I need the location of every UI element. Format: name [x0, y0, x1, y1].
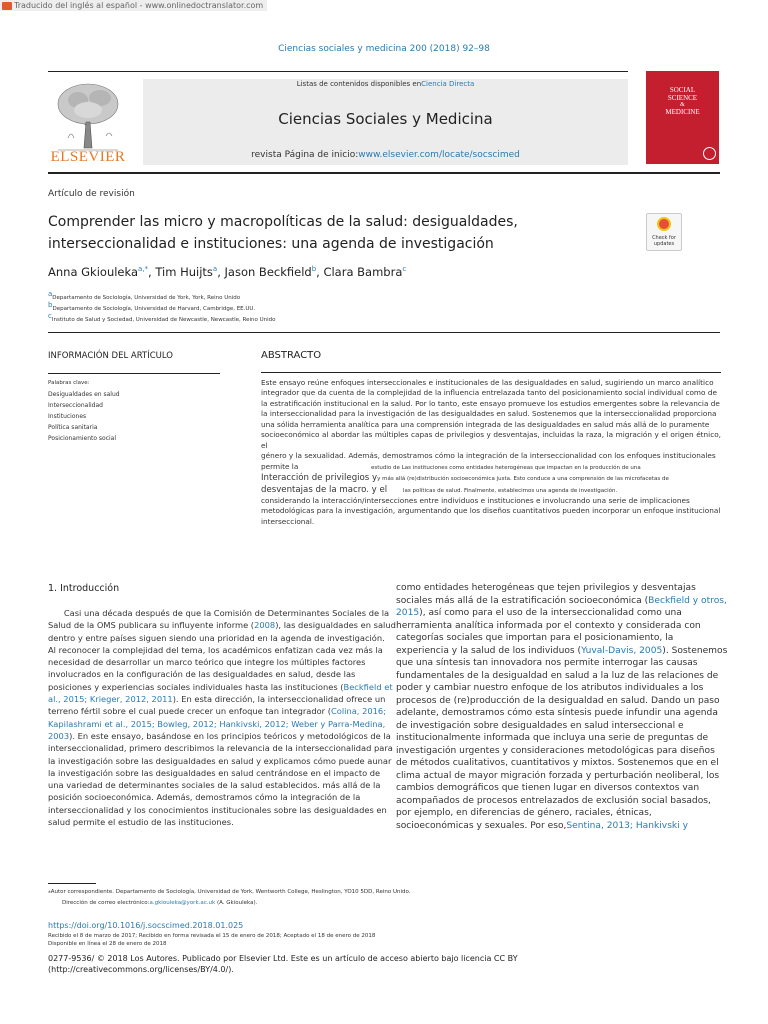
body-line: como entidades heterogéneas que tejen privilegios y desventajas: [396, 583, 696, 593]
check-for-updates-button[interactable]: Check for updates: [646, 213, 682, 251]
contents-line: Listas de contenidos disponibles enCiencia Directa: [296, 80, 475, 88]
body-line: terreno fértil sobre el cual puede crecer un enfoque tan integrador (Colina, 2016;: [48, 706, 386, 717]
keywords-label: Palabras clave:: [48, 380, 90, 386]
body-line: necesidad de desarrollar un marco teórico que integre los múltiples factores: [48, 657, 366, 668]
body-line: una variedad de determinantes sociales de la salud establecidos. más allá de la: [48, 780, 381, 791]
journal-title: Ciencias Sociales y Medicina: [278, 110, 493, 128]
journal-reference[interactable]: Ciencias sociales y medicina 200 (2018) 92–98: [278, 44, 490, 54]
citation-link[interactable]: al., 2015; Krieger, 2012, 2011: [48, 694, 173, 705]
body-line: que una síntesis tan innovadora nos permite interrogar las causas: [396, 658, 698, 668]
body-column-right: [396, 582, 728, 832]
body-line: al., 2015; Krieger, 2012, 2011). En esta dirección, la interseccionalidad ofrece un: [48, 694, 386, 705]
body-line: [48, 718, 386, 730]
body-line: investigación urgentes y consideraciones metodológicas para diseños: [396, 745, 715, 756]
body-line: interseccionalidad, primero describimos la relevancia de la interseccionalidad para: [48, 743, 393, 754]
cover-amp: &: [680, 102, 685, 108]
cover-line-3: MEDICINE: [665, 108, 700, 116]
translator-bar[interactable]: [0, 0, 267, 11]
body-line: Al reconocer la complejidad del tema, los académicos enfatizan cada vez más la: [48, 644, 383, 655]
check-updates-icon: [657, 217, 671, 231]
section-heading-introduction: 1. Introducción: [48, 583, 120, 594]
body-line: Casi una década después de que la Comisión de Determinantes Sociales de la: [48, 608, 390, 618]
citation-link[interactable]: Beckfield y otros,: [648, 595, 727, 606]
abstract-rule: [261, 372, 721, 373]
body-line: involucrados en la configuración de las desigualdades en salud, desde las: [48, 669, 356, 680]
cover-line-2: SCIENCE: [667, 94, 698, 102]
body-line: categorías sociales que importan para el posicionamiento, la: [396, 633, 674, 643]
body-line: cambios demográficos que tienen lugar en diversos contextos van: [396, 783, 700, 793]
body-line: dentro y entre países siguen siendo una prioridad en la agenda de investigación.: [48, 632, 385, 643]
doi-link[interactable]: https://doi.org/10.1016/j.socscimed.2018.01.025: [48, 921, 244, 930]
citation-link[interactable]: Colina, 2016;: [330, 706, 386, 717]
body-line: herramienta analítica informada por el contexto y considerada con: [396, 620, 701, 631]
citation-link[interactable]: Sentina, 2013; Hankivski y: [566, 820, 688, 831]
citation-link[interactable]: Yuval-Davis, 2005: [581, 645, 663, 656]
cover-seal-icon: [703, 147, 716, 160]
body-line: de métodos cualitativos, cuantitativos y mixtos. Sostenemos que en el: [396, 758, 719, 768]
affiliation-a: $^a$Departamento de Sociología, Universidad de York, York, Reino Unido: [48, 290, 241, 301]
body-line: salud permite el estudio de las instituciones.: [48, 817, 234, 828]
author-2-affil[interactable]: a: [212, 265, 218, 274]
citation-link[interactable]: Kapilashrami et al., 2015; Bowleg, 2012; Hankivski, 2012; Weber y Parra-Medina,: [48, 718, 386, 729]
body-line: 2015), así como para el uso de la interseccionalidad como una: [396, 608, 682, 618]
section-rule: [48, 332, 720, 333]
translator-text: Traducido del inglés al español - www.onlinedoctranslator.com: [14, 1, 264, 10]
body-line: la investigación sobre las desigualdades en salud centrándose en el impacto de: [48, 767, 381, 778]
article-type: Artículo de revisión: [48, 189, 135, 199]
body-line: institucionalmente informada que incluya una serie de preguntas de: [396, 733, 709, 743]
body-line: posición socioeconómica. Además, demostramos cómo la integración de la: [48, 792, 361, 803]
citation-link[interactable]: 2003: [48, 730, 70, 741]
keyword: Instituciones: [48, 413, 87, 420]
abstract-heading: ABSTRACTO: [261, 350, 322, 361]
copyright-notice: 0277-9536/ © 2018 Los Autores. Publicado por Elsevier Ltd. Este es un artículo de acceso abierto bajo licencia CC BY (http://creativecommons.org/licenses/BY/4.0/).: [48, 954, 518, 974]
email-link[interactable]: a.gkiouleka@york.ac.uk: [149, 900, 216, 906]
keyword: Interseccionalidad: [48, 402, 103, 409]
body-line: socioeconómicas y sexuales. Por eso,Sentina, 2013; Hankivski y: [396, 820, 688, 831]
elsevier-wordmark: ELSEVIER: [50, 149, 126, 165]
journal-cover[interactable]: [646, 71, 719, 164]
header-rule-top: [48, 71, 628, 72]
article-info-heading: INFORMACIÓN DEL ARTÍCULO: [48, 351, 173, 361]
author-4-affil[interactable]: c: [402, 265, 407, 274]
abstract-text: Este ensayo reúne enfoques interseccionales e institucionales de las desigualdades en salud, sugiriendo un marco analítico integrador que da cuenta de la complejidad de la influencia entrelazada tanto del posicionamiento social individual como de la estratificación institucional en la salud. Por lo tanto, este ensayo promueve los estudios emergentes sobre la relevancia de la interseccionalidad para la investigación de las desigualdades en salud. Sostenemos que la interseccionalidad proporciona una sólida herramienta analítica para una comprensión integrada de las desigualdades en salud más allá de lo puramente socioeconómico al abordar las múltiples capas de privilegios y desventajas, incluidas la raza, la migración y el origen étnico, el género y la sexualidad. Además, demostramos cómo la integración de la interseccionalidad con los enfoques institucionales permite la estudio de Las instituciones como entidades heterogéneas que impactan en la producción de una Interacción de privilegios yy más allá (re)distribución socioeconómica justa. Esto conduce a una comprensión de las microfacetas de desventajas de la macro. y el las políticas de salud. Finalmente, establecimos una agenda de investigación. considerando la interacción/intersecciones entre individuos e instituciones e involucrando una serie de implicaciones metodológicas para la investigación, argumentando que los diseños cuantitativos pueden incorporar un enfoque institucional interseccional.: [261, 378, 721, 526]
cover-line-1: SOCIAL: [669, 86, 696, 94]
author-1-affil[interactable]: a,*: [138, 265, 149, 274]
translator-icon: [2, 2, 12, 10]
citation-link[interactable]: 2008: [254, 620, 276, 631]
body-line: experiencia y la salud de los individuos (Yuval-Davis, 2005). Sostenemos: [396, 645, 728, 656]
footnote-corresponding: ⁎Autor correspondiente. Departamento de Sociología, Universidad de York, Wentworth College, Heslington, YO10 5DD, Reino Unido.: [48, 889, 411, 895]
homepage-line: revista Página de inicio:www.elsevier.com/locate/socscimed: [251, 150, 520, 160]
sciencedirect-link[interactable]: Ciencia Directa: [421, 80, 475, 88]
body-line: posiciones y experiencias sociales individuales hasta las instituciones (Beckfield et: [48, 681, 393, 692]
author-list: Anna Gkiouleka$^{a,*}$, Tim Huijts$^a$, Jason Beckfield$^b$, Clara Bambra$^c$: [48, 265, 407, 279]
body-line: fundamentales de la desigualdad en salud a la luz de las relaciones de: [396, 670, 719, 681]
keyword: Posicionamiento social: [48, 435, 117, 442]
header-rule-bottom: [48, 172, 720, 174]
keyword: Política sanitaria: [48, 424, 98, 431]
footnote-email: Dirección de correo electrónico:a.gkiouleka@york.ac.uk (A. Gkiouleka).: [62, 900, 258, 906]
body-line: de investigación sobre desigualdades en salud interseccional e: [396, 720, 684, 731]
body-line: por ejemplo, en diferencias de género, raciales, étnicas,: [396, 808, 652, 818]
citation-link[interactable]: Beckfield et: [343, 681, 393, 692]
body-line: Salud de la OMS publicara su influyente informe (2008), las desigualdades en salud: [48, 620, 396, 631]
footnote-rule: [48, 883, 96, 884]
body-line: procesos de (re)producción de la desigualdad en salud. Dando un paso: [396, 695, 720, 706]
info-rule: [48, 373, 220, 374]
citation-link[interactable]: 2015: [396, 608, 420, 618]
homepage-link[interactable]: www.elsevier.com/locate/socscimed: [358, 150, 520, 160]
body-line: 2003). En este ensayo, basándose en los principios teóricos y metodológicos de la: [48, 730, 391, 741]
body-line: adelante, demostramos cómo esta síntesis puede infundir una agenda: [396, 708, 718, 718]
article-title: Comprender las micro y macropolíticas de la salud: desigualdades, interseccionalidad e instituciones: una agenda de investigación: [48, 214, 518, 252]
affiliation-b: $^b$Departamento de Sociología, Universidad de Harvard, Cambridge, EE.UU.: [48, 301, 256, 312]
received-dates: Recibido el 8 de marzo de 2017; Recibido en forma revisada el 15 de enero de 2018; Aceptado el 18 de enero de 2018 Disponible en línea el 28 de enero de 2018: [48, 933, 376, 947]
body-line: clima actual de mayor migración forzada y perturbación neoliberal, los: [396, 770, 720, 781]
body-line: acompañados de procesos entrelazados de exclusión social basados,: [396, 795, 711, 806]
author-3-affil[interactable]: b: [311, 265, 317, 274]
body-line: la investigación sobre las desigualdades en salud y explicamos cómo puede aunar: [48, 755, 392, 766]
affiliation-c: $^c$Instituto de Salud y Sociedad, Universidad de Newcastle, Newcastle, Reino Unido: [48, 312, 276, 323]
body-line: sociales más allá de la estratificación socioeconómica (Beckfield y otros,: [396, 595, 727, 606]
keyword: Desigualdades en salud: [48, 391, 120, 398]
body-line: poder y cambiar nuestro enfoque de los atributos individuales a los: [396, 683, 704, 693]
body-column-left: [48, 607, 396, 828]
body-line: interseccionalidad y los conocimientos institucionales sobre las desigualdades en: [48, 804, 387, 815]
